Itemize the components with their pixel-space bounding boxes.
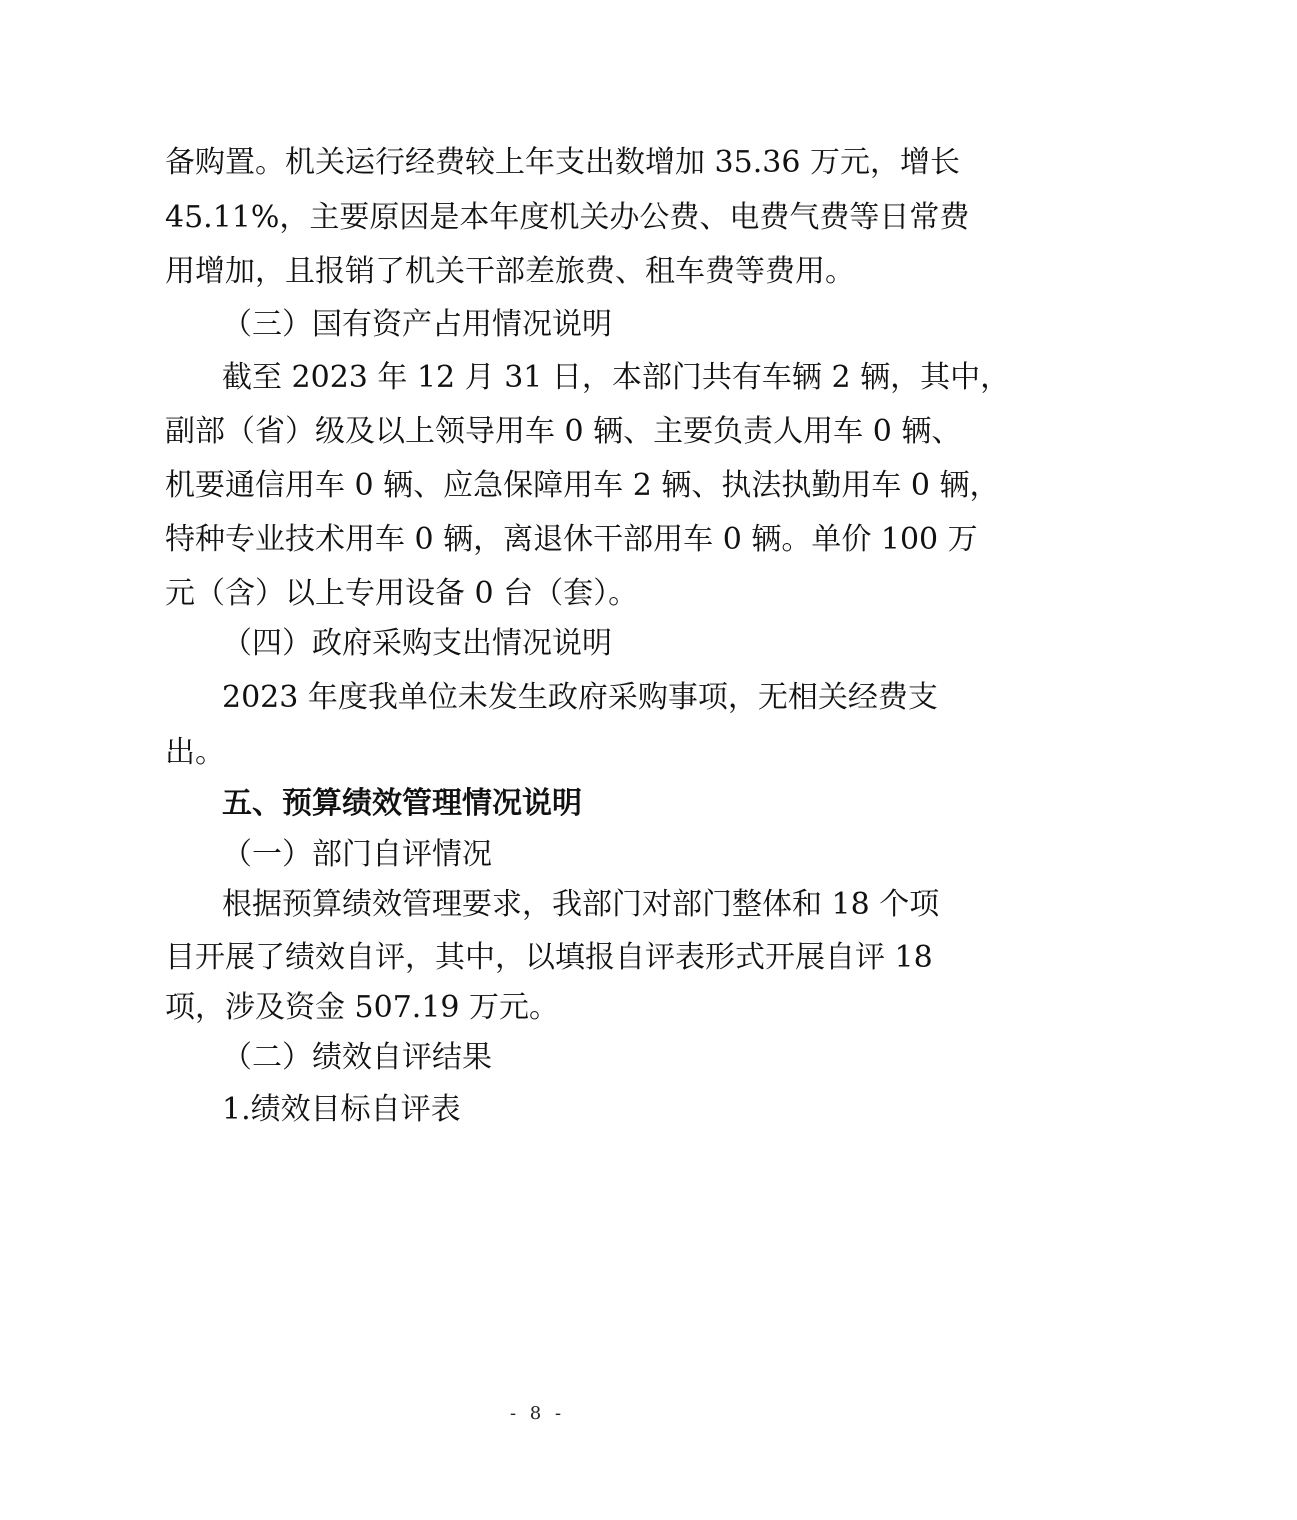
list-item: 1.绩效目标自评表 xyxy=(222,1092,461,1127)
paragraph-line: 2023 年度我单位未发生政府采购事项，无相关经费支 xyxy=(222,680,938,715)
paragraph-line: 出。 xyxy=(165,735,225,770)
paragraph-line: 机要通信用车 0 辆、应急保障用车 2 辆、执法执勤用车 0 辆， xyxy=(165,468,1000,503)
section-heading-si: （四）政府采购支出情况说明 xyxy=(222,626,612,661)
paragraph-line: 用增加，且报销了机关干部差旅费、租车费等费用。 xyxy=(165,254,855,289)
paragraph-line: 截至 2023 年 12 月 31 日，本部门共有车辆 2 辆，其中， xyxy=(222,360,1011,395)
section-heading-san: （三）国有资产占用情况说明 xyxy=(222,307,612,342)
page-number: - 8 - xyxy=(509,1403,566,1424)
paragraph-line: 目开展了绩效自评，其中，以填报自评表形式开展自评 18 xyxy=(165,940,933,975)
paragraph-line: 元（含）以上专用设备 0 台（套）。 xyxy=(165,576,639,611)
paragraph-line: 副部（省）级及以上领导用车 0 辆、主要负责人用车 0 辆、 xyxy=(165,414,962,449)
chapter-heading-wu: 五、预算绩效管理情况说明 xyxy=(222,786,582,821)
paragraph-line: 项，涉及资金 507.19 万元。 xyxy=(165,990,560,1025)
section-heading-yi: （一）部门自评情况 xyxy=(222,837,492,872)
paragraph-line: 特种专业技术用车 0 辆，离退休干部用车 0 辆。单价 100 万 xyxy=(165,522,978,557)
paragraph-line: 45.11%，主要原因是本年度机关办公费、电费气费等日常费 xyxy=(165,200,970,235)
paragraph-line: 根据预算绩效管理要求，我部门对部门整体和 18 个项 xyxy=(222,887,940,922)
section-heading-er: （二）绩效自评结果 xyxy=(222,1040,492,1075)
paragraph-line: 备购置。机关运行经费较上年支出数增加 35.36 万元，增长 xyxy=(165,145,960,180)
